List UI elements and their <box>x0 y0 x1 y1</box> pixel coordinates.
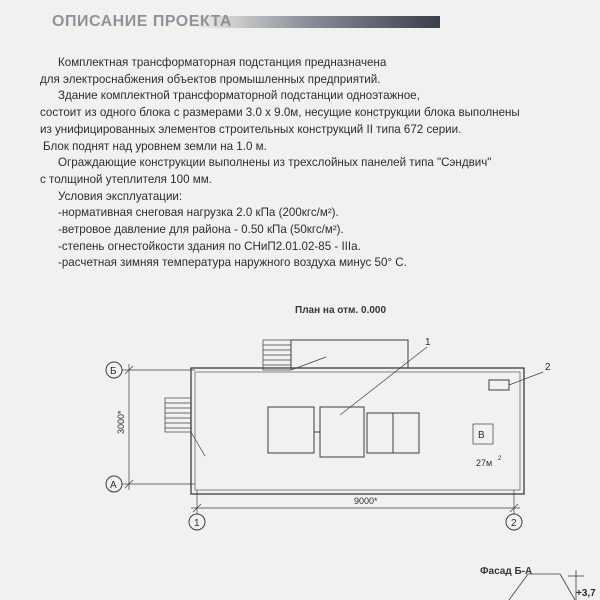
condition-winter-temperature: -расчетная зимняя температура наружного воздуха минус 50° С. <box>58 256 407 270</box>
paragraph-4-line-1: Ограждающие конструкции выполнены из трехслойных панелей типа "Сэндвич" <box>58 156 492 170</box>
switchgear-block <box>320 407 364 457</box>
axis-label-b: Б <box>110 366 117 377</box>
room-area: 27м <box>476 458 493 468</box>
device-2 <box>489 380 509 390</box>
axis-label-2: 2 <box>511 518 517 529</box>
axis-label-1: 1 <box>194 518 200 529</box>
paragraph-2-line-3: из унифицированных элементов строительных конструкций II типа 672 серии. <box>40 122 462 136</box>
dimension-width-label: 9000* <box>354 496 378 506</box>
axis-label-a: А <box>110 480 117 491</box>
paragraph-3: Блок поднят над уровнем земли на 1.0 м. <box>43 139 267 153</box>
paragraph-1-line-2: для электроснабжения объектов промышленных предприятий. <box>40 72 381 86</box>
paragraph-1-line-1: Комплектная трансформаторная подстанция предназначена <box>58 56 387 69</box>
callout-1-leader <box>340 347 427 415</box>
building-outline <box>191 368 524 494</box>
transformer-block <box>268 407 314 453</box>
callout-2-leader <box>509 372 543 385</box>
condition-snow-load: -нормативная снеговая нагрузка 2.0 кПа (200кгс/м²). <box>58 206 339 220</box>
room-letter: В <box>478 430 485 441</box>
plan-title: План на отм. 0.000 <box>295 305 387 316</box>
cabinet-block-1 <box>367 413 393 453</box>
dimension-height-label: 3000* <box>116 410 126 434</box>
facade-elevation-label: +3,7 <box>576 588 596 599</box>
cabinet-block-2 <box>393 413 419 453</box>
section-title: ОПИСАНИЕ ПРОЕКТА <box>52 13 232 30</box>
callout-1-label: 1 <box>425 337 431 348</box>
callout-2-label: 2 <box>545 362 551 373</box>
paragraph-2-line-1: Здание комплектной трансформаторной подстанции одноэтажное, <box>58 89 420 103</box>
condition-wind-pressure: -ветровое давление для района - 0.50 кПа (50кгс/м²). <box>58 223 344 237</box>
paragraph-4-line-2: с толщиной утеплителя 100 мм. <box>40 172 212 186</box>
dimension-height <box>125 364 133 490</box>
door-swing-left <box>191 432 205 456</box>
conditions-heading: Условия эксплуатации: <box>58 189 183 203</box>
left-stair <box>165 398 191 432</box>
building-inner-wall <box>195 372 520 490</box>
room-area-superscript: 2 <box>498 456 502 462</box>
facade-title: Фасад Б-А <box>480 566 533 577</box>
condition-fire-resistance: -степень огнестойкости здания по СНиП2.01.02-85 - IIIа. <box>58 239 361 253</box>
top-stair <box>263 340 291 370</box>
paragraph-2-line-2: состоит из одного блока с размерами 3.0 х 9.0м, несущие конструкции блока выполнены <box>40 106 520 120</box>
